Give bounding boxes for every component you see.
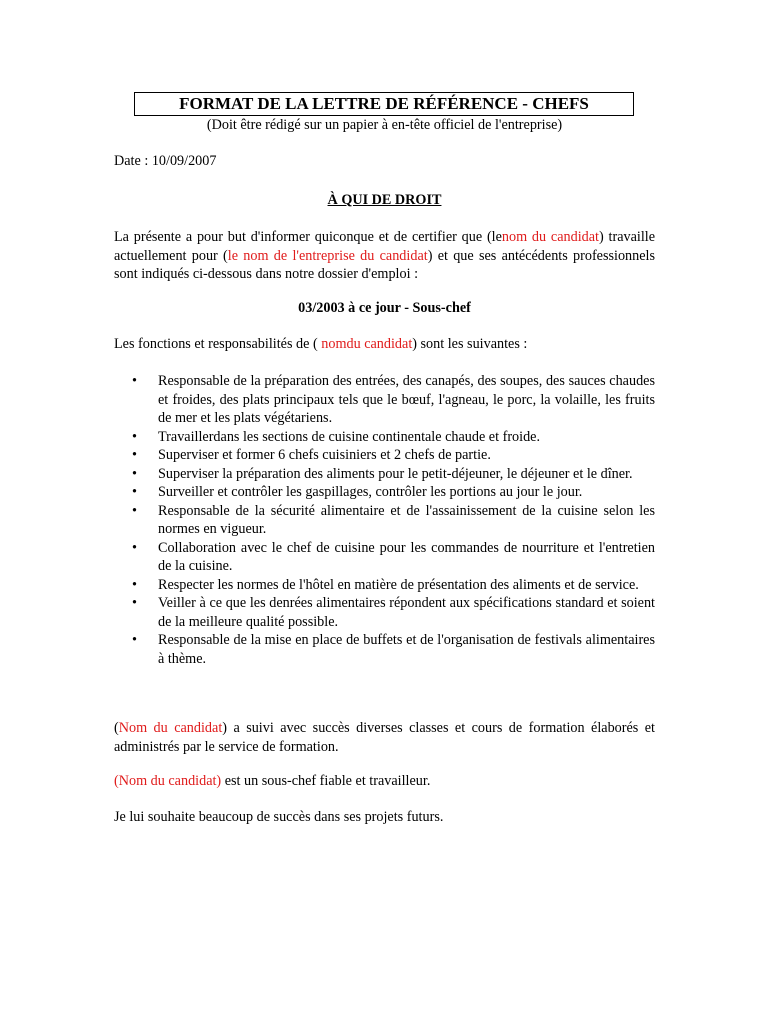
list-item (132, 502, 655, 539)
duty-text: Responsable de la sécurité alimentaire et de l'assainissement de la cuisine selon les normes en vigueur. (158, 502, 655, 537)
duty-text: Travaillerdans les sections de cuisine continentale chaude et froide. (158, 428, 541, 445)
intro-paragraph (114, 228, 655, 284)
training-open-paren: ( (114, 720, 119, 736)
bullet-icon: • (132, 576, 137, 593)
candidate-name-placeholder: Nom du candidat (118, 720, 223, 736)
list-item (132, 631, 655, 668)
list-item (132, 465, 655, 484)
intro-text-3: ) et que ses antécédents professionnels sont indiqués ci-dessous dans notre dossier d'emploi : (114, 247, 655, 282)
candidate-name-placeholder: (Nom du candidat) (114, 773, 222, 789)
duty-text: Responsable de la préparation des entrées, des canapés, des soupes, des sauces chaudes et froides, des plats principaux tels que le bœuf, l'agneau, le porc, la volaille, les fruits de mer et les plats végétariens. (158, 373, 655, 426)
company-name-placeholder: le nom de l'entreprise du candidat (227, 247, 428, 264)
training-paragraph (114, 719, 655, 756)
document-subtitle: (Doit être rédigé sur un papier à en-tête officiel de l'entreprise) (206, 117, 563, 133)
list-item (132, 446, 655, 465)
reliability-paragraph (114, 772, 655, 791)
duty-text: Surveiller et contrôler les gaspillages, contrôler les portions au jour le jour. (158, 484, 583, 500)
salutation-heading: À QUI DE DROIT (327, 192, 442, 208)
bullet-icon: • (132, 428, 137, 445)
candidate-name-placeholder: nom du candidat (501, 229, 599, 245)
duties-intro-paragraph (114, 335, 655, 354)
duty-text: Collaboration avec le chef de cuisine pour les commandes de nourriture et l'entretien de la cuisine. (158, 539, 655, 574)
list-item (132, 539, 655, 576)
closing-paragraph: Je lui souhaite beaucoup de succès dans ses projets futurs. (114, 809, 444, 825)
candidate-name-placeholder: nomdu candidat (321, 336, 413, 352)
bullet-icon: • (132, 539, 137, 556)
duties-list (132, 372, 655, 668)
duty-text: Veiller à ce que les denrées alimentaires répondent aux spécifications standard et soient de la meilleure qualité possible. (158, 595, 655, 630)
duty-text: Superviser la préparation des aliments pour le petit-déjeuner, le déjeuner et le dîner. (158, 465, 633, 482)
duty-text: Responsable de la mise en place de buffets et de l'organisation de festivals alimentaires à thème. (158, 632, 655, 667)
list-item (132, 428, 655, 447)
bullet-icon: • (132, 595, 137, 611)
duty-text: Superviser et former 6 chefs cuisiniers et 2 chefs de partie. (158, 447, 491, 463)
bullet-icon: • (132, 465, 137, 482)
bullet-icon: • (132, 447, 137, 463)
duties-intro-text-2: ) sont les suivantes : (412, 336, 528, 352)
list-item (132, 483, 655, 502)
document-title: FORMAT DE LA LETTRE DE RÉFÉRENCE - CHEFS (134, 92, 634, 116)
intro-text-1: La présente a pour but d'informer quiconque et de certifier que (le (114, 229, 502, 245)
bullet-icon: • (132, 502, 137, 519)
duties-intro-text-1: Les fonctions et responsabilités de ( (114, 336, 322, 352)
intro-text-2: ) travaille actuellement pour ( (114, 229, 656, 264)
reliability-text: est un sous-chef fiable et travailleur. (221, 773, 431, 789)
bullet-icon: • (132, 632, 137, 648)
duty-text: Respecter les normes de l'hôtel en matière de présentation des aliments et de service. (158, 576, 639, 593)
bullet-icon: • (132, 484, 137, 500)
bullet-icon: • (132, 373, 137, 389)
employment-period: 03/2003 à ce jour - Sous-chef (298, 300, 471, 316)
list-item (132, 576, 655, 595)
date-line: Date : 10/09/2007 (114, 153, 217, 169)
list-item (132, 594, 655, 631)
list-item (132, 372, 655, 428)
training-text: ) a suivi avec succès diverses classes et cours de formation élaborés et administrés par le service de formation. (114, 720, 656, 755)
